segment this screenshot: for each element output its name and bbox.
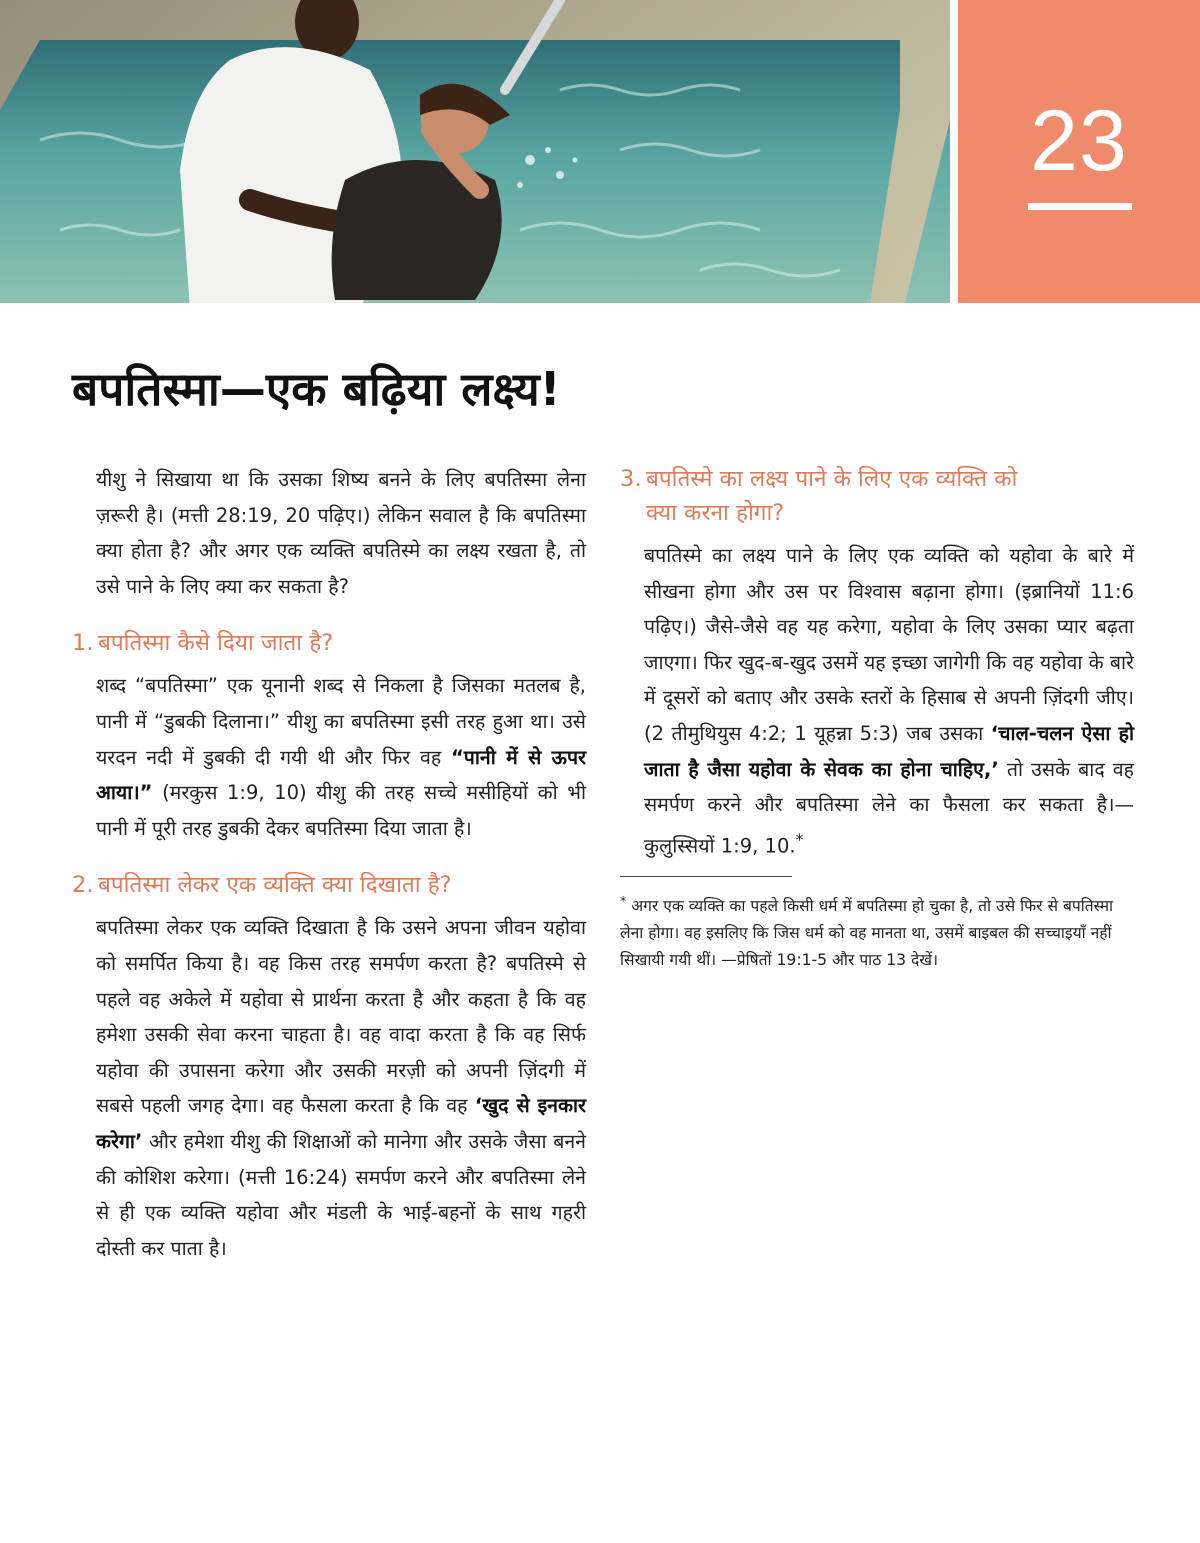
left-column (72, 462, 586, 1266)
page-title: बपतिस्मा—एक बढ़िया लक्ष्य! (72, 362, 561, 416)
question-1-number: 1. (72, 630, 94, 657)
chapter-badge (958, 0, 1200, 303)
right-column (620, 462, 1134, 974)
footnote (620, 887, 1134, 974)
question-2 (72, 868, 586, 902)
answer-1-paragraph (96, 668, 586, 846)
hero-photo (0, 0, 950, 303)
answer-2-bold: ‘खुद से इनकार करेगा’ (96, 1094, 586, 1153)
chapter-number-underline (1028, 203, 1132, 210)
question-1-text: बपतिस्मा कैसे दिया जाता है? (98, 630, 334, 657)
answer-3-text-a: बपतिस्मे का लक्ष्य पाने के लिए एक व्यक्ति को यहोवा के बारे में सीखना होगा और उस पर विश्वास बढ़ाना होगा। (इब्रानियों 11:6 पढ़िए।) जैसे-जैसे वह यह करेगा, यहोवा के लिए उसका प्यार बढ़ता जाएगा। फिर खुद-ब-खुद उसमें यह इच्छा जागेगी कि वह यहोवा के बारे में दूसरों को बताए और उसके स्तरों के हिसाब से अपनी ज़िंदगी जीए। (2 तीमुथियुस 4:2; 1 यूहन्ना 5:3) जब उसका (644, 544, 1134, 745)
question-3 (620, 462, 1134, 530)
answer-3-text-b: तो उसके बाद वह समर्पण करने और बपतिस्मा लेने का फैसला कर सकता है।—कुलुस्सियों 1:9, 10. (644, 757, 1134, 858)
question-2-number: 2. (72, 872, 94, 899)
answer-1-text-b: (मरकुस 1:9, 10) यीशु की तरह सच्चे मसीहियों को भी पानी में पूरी तरह डुबकी देकर बपतिस्मा दिया जाता है। (96, 781, 586, 840)
question-1 (72, 626, 586, 660)
answer-1-text-a: शब्द “बपतिस्मा” एक यूनानी शब्द से निकला है जिसका मतलब है, पानी में “डुबकी दिलाना।” यीशु का बपतिस्मा इसी तरह हुआ था। उसे यरदन नदी में डुबकी दी गयी थी और फिर वह (96, 674, 586, 769)
footnote-reference[interactable]: * (795, 830, 804, 849)
answer-2-paragraph (96, 910, 586, 1266)
photo-icon (0, 0, 950, 303)
answer-1-bold: “पानी में से ऊपर आया।” (96, 745, 586, 805)
footnote-marker: * (620, 892, 627, 908)
answer-3-paragraph (644, 538, 1134, 864)
question-3-number: 3. (620, 466, 642, 492)
question-2-text: बपतिस्मा लेकर एक व्यक्ति क्या दिखाता है? (98, 872, 452, 899)
answer-2-text-a: बपतिस्मा लेकर एक व्यक्ति दिखाता है कि उसने अपना जीवन यहोवा को समर्पित किया है। वह किस तरह समर्पण करता है? बपतिस्मे से पहले वह अकेले में यहोवा से प्रार्थना करता है और कहता है कि वह हमेशा उसकी सेवा करना चाहता है। वह वादा करता है कि वह सिर्फ यहोवा की उपासना करेगा और उसकी मरज़ी को अपनी ज़िंदगी में सबसे पहली जगह देगा। वह फैसला करता है कि वह (96, 916, 586, 1118)
answer-2-text-b: और हमेशा यीशु की शिक्षाओं को मानेगा और उसके जैसा बनने की कोशिश करेगा। (मत्ती 16:24) समर्पण करने और बपतिस्मा लेने से ही एक व्यक्ति यहोवा और मंडली के भाई-बहनों के साथ गहरी दोस्ती कर पाता है। (96, 1129, 586, 1260)
intro-paragraph: यीशु ने सिखाया था कि उसका शिष्य बनने के लिए बपतिस्मा लेना ज़रूरी है। (मत्ती 28:19, 20 पढ़िए।) लेकिन सवाल है कि बपतिस्मा क्या होता है? और अगर एक व्यक्ति बपतिस्मे का लक्ष्य रखता है, तो उसे पाने के लिए क्या कर सकता है? (96, 468, 586, 598)
question-3-text-line1: बपतिस्मे का लक्ष्य पाने के लिए एक व्यक्ति को (646, 466, 1018, 492)
footnote-divider (620, 876, 792, 877)
chapter-number: 23 (1030, 93, 1128, 189)
answer-3-bold: ‘चाल-चलन ऐसा हो जाता है जैसा यहोवा के सेवक का होना चाहिए,’ (644, 721, 1134, 781)
question-3-text-line2: क्या करना होगा? (646, 500, 785, 526)
footnote-text: अगर एक व्यक्ति का पहले किसी धर्म में बपतिस्मा हो चुका है, तो उसे फिर से बपतिस्मा लेना होगा। वह इसलिए कि जिस धर्म को वह मानता था, उसमें बाइबल की सच्चाइयाँ नहीं सिखायी गयी थीं। —प्रेषितों 19:1-5 और पाठ 13 देखें। (620, 897, 1114, 970)
